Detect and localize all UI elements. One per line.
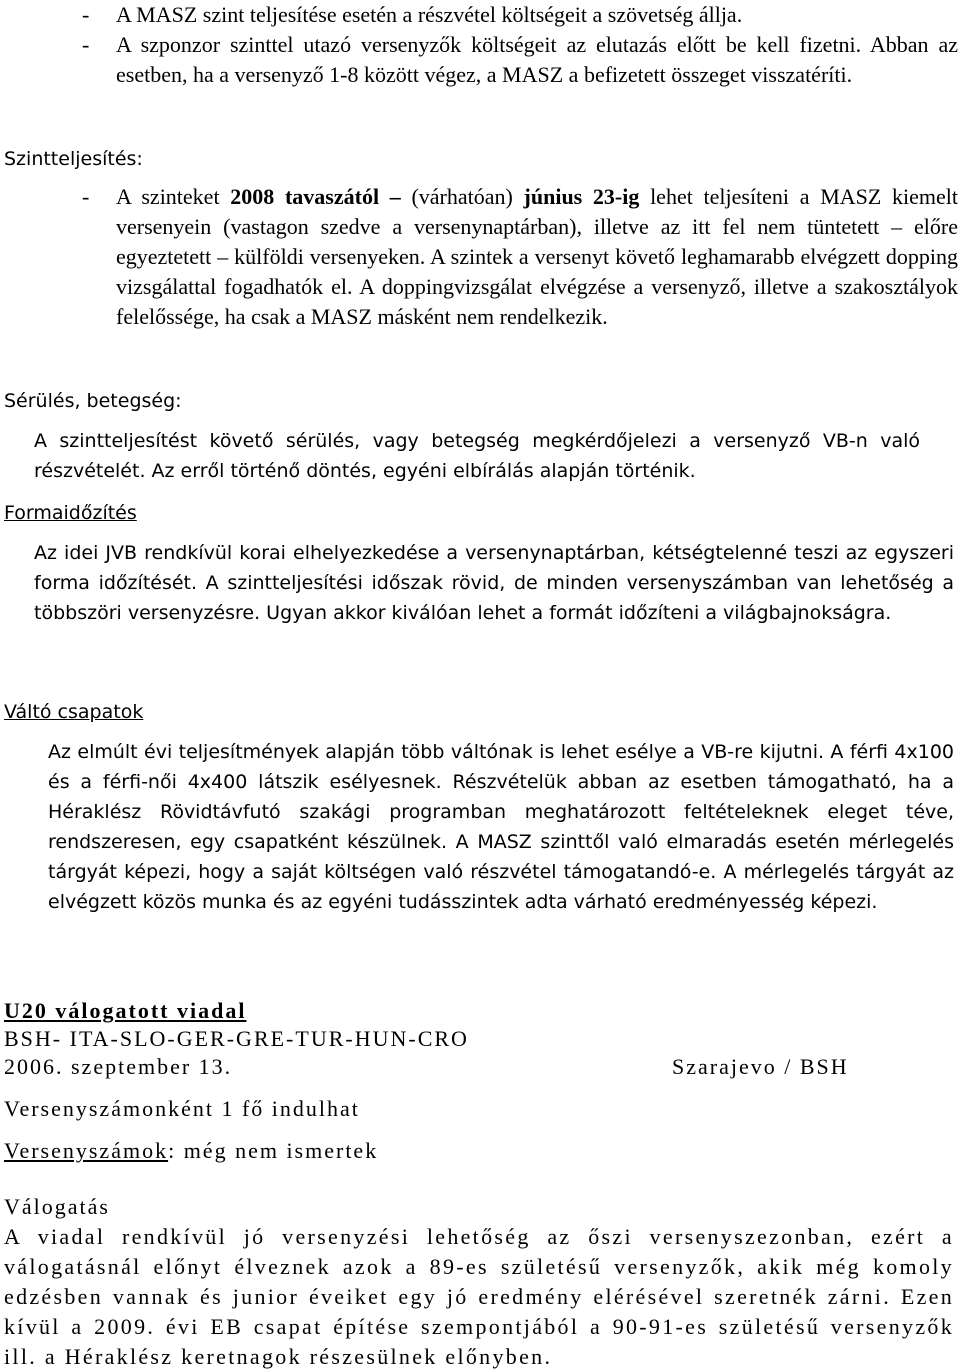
section-heading-formaidozites: Formaidőzítés — [4, 502, 137, 524]
bullet-item — [82, 182, 958, 332]
u20-countries: BSH- ITA-SLO-GER-GRE-TUR-HUN-CRO — [4, 1026, 469, 1051]
bullet-dash: - — [82, 32, 90, 57]
u20-place: Szarajevo / BSH — [672, 1054, 849, 1079]
bullet-item — [82, 0, 958, 30]
u20-events-value: : még nem ismertek — [168, 1138, 379, 1163]
bullet-text: A szponzor szinttel utazó versenyzők költségeit az elutazás előtt be kell fizetni. Abban az esetben, ha a versenyző 1-8 között végez, a MASZ a befizetett összeget visszatéríti. — [116, 32, 958, 87]
serules-text: A szintteljesítést követő sérülés, vagy betegség megkérdőjelezi a versenyző VB-n való részvételét. Az erről történő döntés, egyéni elbírálás alapján történik. — [34, 430, 920, 482]
formaidozites-text: Az idei JVB rendkívül korai elhelyezkedése a versenynaptárban, kétségtelenné teszi az egyszeri forma időzítését. A szintteljesítési időszak rövid, de minden versenyszámban van lehetőség a többszöri versenyzésre. Ugyan akkor kiválóan lehet a formát időzíteni a világbajnokságra. — [34, 542, 954, 624]
section-heading-serules: Sérülés, betegség: — [4, 390, 182, 412]
bullet-item — [82, 30, 958, 90]
szintteljesites-text: A szinteket 2008 tavaszától – (várhatóan) június 23-ig lehet teljesíteni a MASZ kiemelt versenyein (vastagon szedve a versenynaptárban), illetve az itt fel nem tüntetett – előre egyeztetett – külföldi versenyeken. A szintek a versenyt követő leghamarabb elvégzett dopping vizsgálattal fogadhatók el. A doppingvizsgálat elvégzése a versenyző, illetve a szakosztályok felelőssége, ha csak a MASZ másként nem rendelkezik. — [116, 184, 958, 329]
valto-text: Az elmúlt évi teljesítmények alapján több váltónak is lehet esélye a VB-re kijutni. A férfi 4x100 és a férfi-női 4x400 látszik esélyesnek. Részvételük abban az esetben támogatható, ha a Héraklész Rövidtávfutó szakági programban meghatározott feltételeknek eleget téve, rendszeresen, egy csapatként készülnek. A MASZ szinttől való elmaradás esetén mérlegelés tárgyát képezi, hogy a saját költségen való részvétel támogatandó-e. A mérlegelés tárgyát az elvégzett közös munka és az egyéni tudásszintek adta várható eredményesség képezi. — [48, 741, 954, 913]
u20-events-label: Versenyszámok — [4, 1138, 169, 1163]
u20-selection-heading: Válogatás — [4, 1194, 110, 1219]
u20-per-event: Versenyszámonként 1 fő indulhat — [4, 1096, 360, 1121]
bullet-dash: - — [82, 2, 90, 27]
u20-heading: U20 válogatott viadal — [4, 998, 247, 1023]
u20-events — [4, 1136, 378, 1166]
u20-selection-text: A viadal rendkívül jó versenyzési lehetőség az őszi versenyszezonban, ezért a válogatásnál előnyt élveznek azok a 89-es születésű versenyzők, akik még komoly edzésben vannak és junior éveiket egy jó eredmény elérésével szeretnék zárni. Ezen kívül a 2009. évi EB csapat építése szempontjából a 90-91-es születésű versenyzők ill. a Héraklész keretnagok részesülnek előnyben. — [4, 1224, 954, 1369]
section-heading-valto: Váltó csapatok — [4, 701, 144, 723]
bullet-text: A MASZ szint teljesítése esetén a részvétel költségeit a szövetség állja. — [116, 2, 743, 27]
bullet-dash: - — [82, 184, 90, 209]
section-heading-szintteljesites: Szintteljesítés: — [4, 148, 143, 170]
u20-date: 2006. szeptember 13. — [4, 1054, 233, 1079]
